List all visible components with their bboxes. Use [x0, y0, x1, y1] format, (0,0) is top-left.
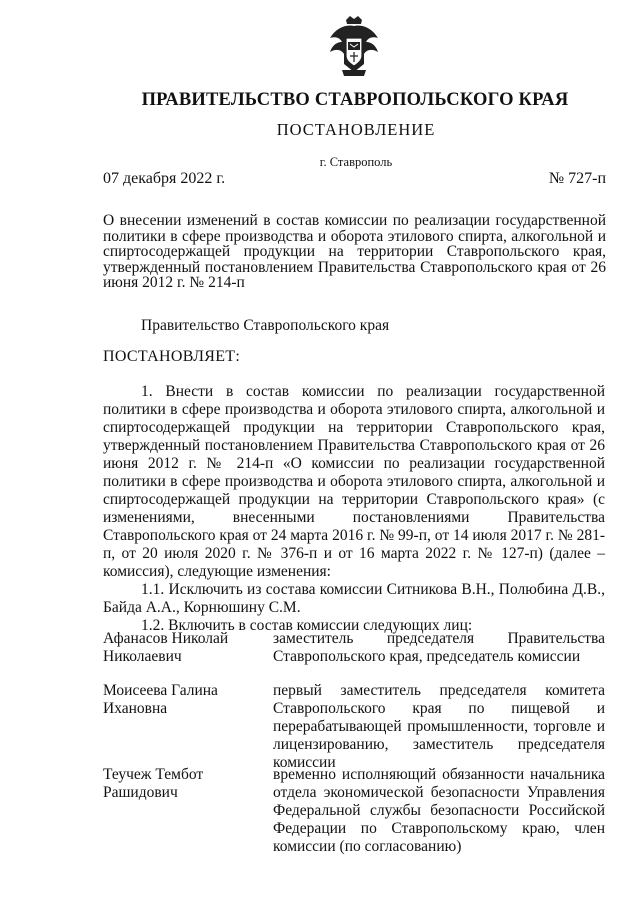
document-number: № 727-п [548, 170, 606, 187]
member-name: Афанасов Николай Николаевич [103, 630, 229, 665]
document-type: ПОСТАНОВЛЕНИЕ [276, 120, 436, 139]
paragraph-1-2: 1.2. Включить в состав комиссии следующих лиц: [141, 617, 473, 634]
document-date: 07 декабря 2022 г. [103, 170, 226, 187]
paragraph-1: 1. Внести в состав комиссии по реализации государственной политики в сфере производства и оборота этилового спирта, алкогольной и спиртосодержащей продукции на территории Ставропольского края, утвержденный постановлением Правительства Ставропольского края от 26 июня 2012 г. № 214-п «О комиссии по реализации государственной политики в сфере производства и оборота этилового спирта, алкогольной и спиртосодержащей продукции на территории Ставропольского края» (с изменениями, внесенными постановлениями Правительства Ставропольского края от 24 марта 2016 г. № 99-п, от 14 июля 2017 г. № 281-п, от 20 июля 2020 г. № 376-п и от 16 марта 2022 г. № 127-п) (далее – комиссия), следующие изменения: [103, 383, 605, 580]
government-title: ПРАВИТЕЛЬСТВО СТАВРОПОЛЬСКОГО КРАЯ [141, 90, 569, 110]
member-name: Моисеева Галина Ихановна [103, 682, 218, 717]
coat-of-arms-icon [326, 14, 382, 80]
document-subject: О внесении изменений в состав комиссии по реализации государственной политики в сфере производства и оборота этилового спирта, алкогольной и спиртосодержащей продукции на территории Ставропольского края, утвержденный постановлением Правительства Ставропольского края от 26 июня 2012 г. № 214-п [103, 212, 606, 291]
city: г. Ставрополь [319, 155, 393, 169]
body-text [103, 383, 605, 635]
member-role: временно исполняющий обязанности начальника отдела экономической безопасности Управления Федеральной службы безопасности Российской Федерации по Ставропольскому краю, член комиссии (по согласованию) [273, 766, 605, 855]
member-name: Теучеж Тембот Рашидович [103, 766, 204, 801]
preamble: Правительство Ставропольского края [141, 317, 390, 334]
member-role: первый заместитель председателя комитета Ставропольского края по пищевой и перерабатывающей промышленности, торговле и лицензированию, заместитель председателя комиссии [273, 682, 605, 771]
paragraph-1-1: 1.1. Исключить из состава комиссии Ситникова В.Н., Полюбина Д.В., Байда А.А., Корнюшину С.М. [103, 581, 605, 616]
decree-heading: ПОСТАНОВЛЯЕТ: [103, 348, 241, 365]
member-role: заместитель председателя Правительства Ставропольского края, председатель комиссии [273, 630, 605, 665]
